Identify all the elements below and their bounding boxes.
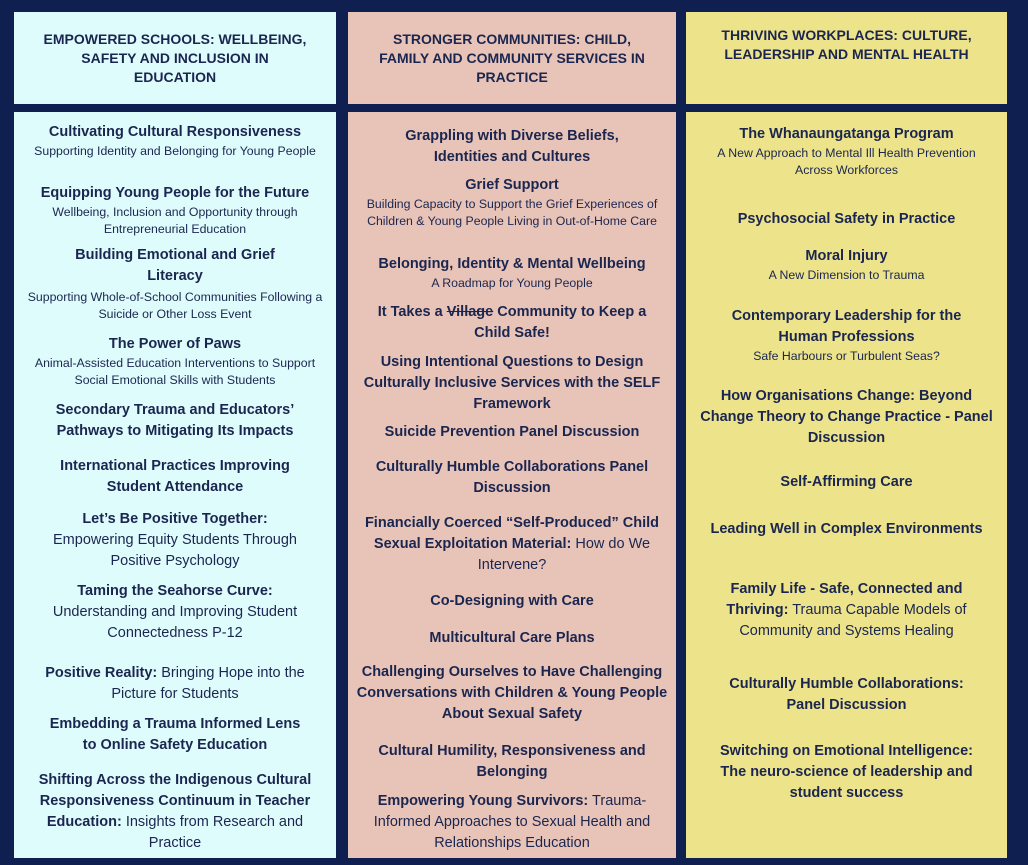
session-item	[348, 126, 676, 168]
title-part: Community to Keep a Child Safe!	[474, 304, 647, 341]
session-title: Embedding a Trauma Informed Lens to Online Safety Education	[49, 716, 301, 753]
session-item	[348, 175, 676, 230]
workplaces-session-list	[686, 112, 1007, 858]
session-item	[686, 519, 1007, 540]
session-title: Contemporary Leadership for the Human Professions	[731, 308, 962, 345]
session-subtitle: Wellbeing, Inclusion and Opportunity through Entrepreneurial Education	[52, 205, 298, 236]
session-item	[348, 302, 676, 344]
session-item	[348, 254, 676, 292]
session-subtitle: Understanding and Improving Student Connectedness P-12	[52, 604, 298, 641]
title-part: It Takes a	[377, 304, 447, 320]
session-title: Equipping Young People for the Future	[40, 185, 310, 201]
column-header-workplaces	[686, 12, 1007, 104]
communities-header-text: STRONGER COMMUNITIES: CHILD, FAMILY AND COMMUNITY SERVICES IN PRACTICE	[379, 30, 645, 85]
session-item	[348, 457, 676, 499]
session-title: The Whanaungatanga Program	[739, 126, 954, 142]
session-subtitle: Trauma Capable Models of Community and Systems Healing	[739, 602, 967, 639]
session-item	[686, 472, 1007, 493]
session-item	[14, 183, 336, 238]
session-title: Grief Support	[465, 177, 559, 193]
session-item	[14, 456, 336, 498]
session-subtitle: How do We Intervene?	[477, 536, 651, 573]
session-title: Cultivating Cultural Responsiveness	[48, 124, 302, 140]
column-header-schools	[14, 12, 336, 104]
session-title: Building Emotional and Grief Literacy	[75, 247, 275, 284]
session-title: Using Intentional Questions to Design Culturally Inclusive Services with the SELF Framework	[363, 354, 661, 412]
session-title: Challenging Ourselves to Have Challenging Conversations with Children & Young People About Sexual Safety	[356, 664, 668, 722]
session-item	[686, 246, 1007, 284]
session-subtitle: Building Capacity to Support the Grief Experiences of Children & Young People Living in Out-of-Home Care	[366, 197, 658, 228]
session-item	[14, 334, 336, 389]
session-title: Positive Reality:	[45, 665, 158, 681]
session-title: How Organisations Change: Beyond Change Theory to Change Practice - Panel Discussion	[700, 388, 993, 446]
session-title: Leading Well in Complex Environments	[710, 521, 983, 537]
session-item	[348, 422, 676, 443]
session-item	[348, 741, 676, 783]
session-item	[686, 306, 1007, 365]
session-title: Shifting Across the Indigenous Cultural Responsiveness Continuum in Teacher Education:	[38, 772, 312, 830]
session-subtitle: Safe Harbours or Turbulent Seas?	[753, 349, 940, 363]
session-title: Let’s Be Positive Together:	[82, 511, 268, 527]
session-title: Empowering Young Survivors:	[377, 793, 589, 809]
session-title: Culturally Humble Collaborations: Panel Discussion	[729, 676, 964, 713]
session-subtitle: Bringing Hope into the Picture for Students	[111, 665, 305, 702]
session-item	[686, 674, 1007, 716]
session-title: Family Life - Safe, Connected and Thriving:	[726, 581, 963, 618]
struck-word: Village	[446, 304, 494, 320]
session-subtitle: Supporting Identity and Belonging for Young People	[34, 144, 316, 158]
session-subtitle: Supporting Whole-of-School Communities Following a Suicide or Other Loss Event	[27, 290, 323, 321]
session-subtitle: Insights from Research and Practice	[125, 814, 304, 851]
session-item	[686, 209, 1007, 230]
session-item	[348, 591, 676, 612]
session-title	[368, 302, 656, 344]
session-item	[14, 581, 336, 644]
session-title: Suicide Prevention Panel Discussion	[384, 424, 640, 440]
session-subtitle: A New Approach to Mental Ill Health Prevention Across Workforces	[717, 146, 976, 177]
workplaces-header-text: THRIVING WORKPLACES: CULTURE, LEADERSHIP AND MENTAL HEALTH	[721, 27, 972, 62]
session-title: Cultural Humility, Responsiveness and Belonging	[378, 743, 646, 780]
session-item	[686, 741, 1007, 804]
session-item	[14, 714, 336, 756]
session-title: Switching on Emotional Intelligence: The neuro-science of leadership and student success	[720, 743, 973, 801]
session-item	[14, 509, 336, 572]
session-item	[686, 579, 1007, 642]
session-item	[348, 791, 676, 854]
session-item	[14, 663, 336, 705]
session-title: Culturally Humble Collaborations Panel Discussion	[375, 459, 649, 496]
session-item	[686, 124, 1007, 179]
session-title: International Practices Improving Student Attendance	[60, 458, 290, 495]
session-subtitle: Animal-Assisted Education Interventions to Support Social Emotional Skills with Students	[34, 356, 316, 387]
schools-session-list	[14, 112, 336, 858]
session-item	[348, 513, 676, 576]
session-item	[348, 628, 676, 649]
schools-header-text: EMPOWERED SCHOOLS: WELLBEING, SAFETY AND INCLUSION IN EDUCATION	[43, 30, 307, 85]
session-title: Secondary Trauma and Educators’ Pathways to Mitigating Its Impacts	[55, 402, 295, 439]
session-title: Co-Designing with Care	[430, 593, 594, 609]
communities-session-list	[348, 112, 676, 858]
session-title: Self-Affirming Care	[780, 474, 913, 490]
session-subtitle: A Roadmap for Young People	[431, 276, 593, 290]
session-title: Financially Coerced “Self-Produced” Child Sexual Exploitation Material:	[364, 515, 660, 552]
session-subtitle: A New Dimension to Trauma	[768, 268, 925, 282]
session-title: Moral Injury	[805, 248, 888, 264]
session-item	[348, 352, 676, 415]
session-subtitle: Empowering Equity Students Through Positive Psychology	[53, 532, 297, 569]
session-title: Belonging, Identity & Mental Wellbeing	[378, 256, 646, 272]
session-title: Taming the Seahorse Curve:	[77, 583, 273, 599]
session-subtitle: Trauma-Informed Approaches to Sexual Health and Relationships Education	[373, 793, 651, 851]
session-title: Multicultural Care Plans	[429, 630, 595, 646]
session-item	[14, 122, 336, 160]
session-item	[14, 770, 336, 854]
session-title: Psychosocial Safety in Practice	[737, 211, 956, 227]
column-header-communities	[348, 12, 676, 104]
session-item	[348, 662, 676, 725]
session-item	[14, 289, 336, 323]
session-title: Grappling with Diverse Beliefs, Identities and Cultures	[405, 128, 619, 165]
session-item	[14, 400, 336, 442]
session-title: The Power of Paws	[108, 336, 242, 352]
session-item	[14, 245, 336, 287]
session-item	[686, 386, 1007, 449]
